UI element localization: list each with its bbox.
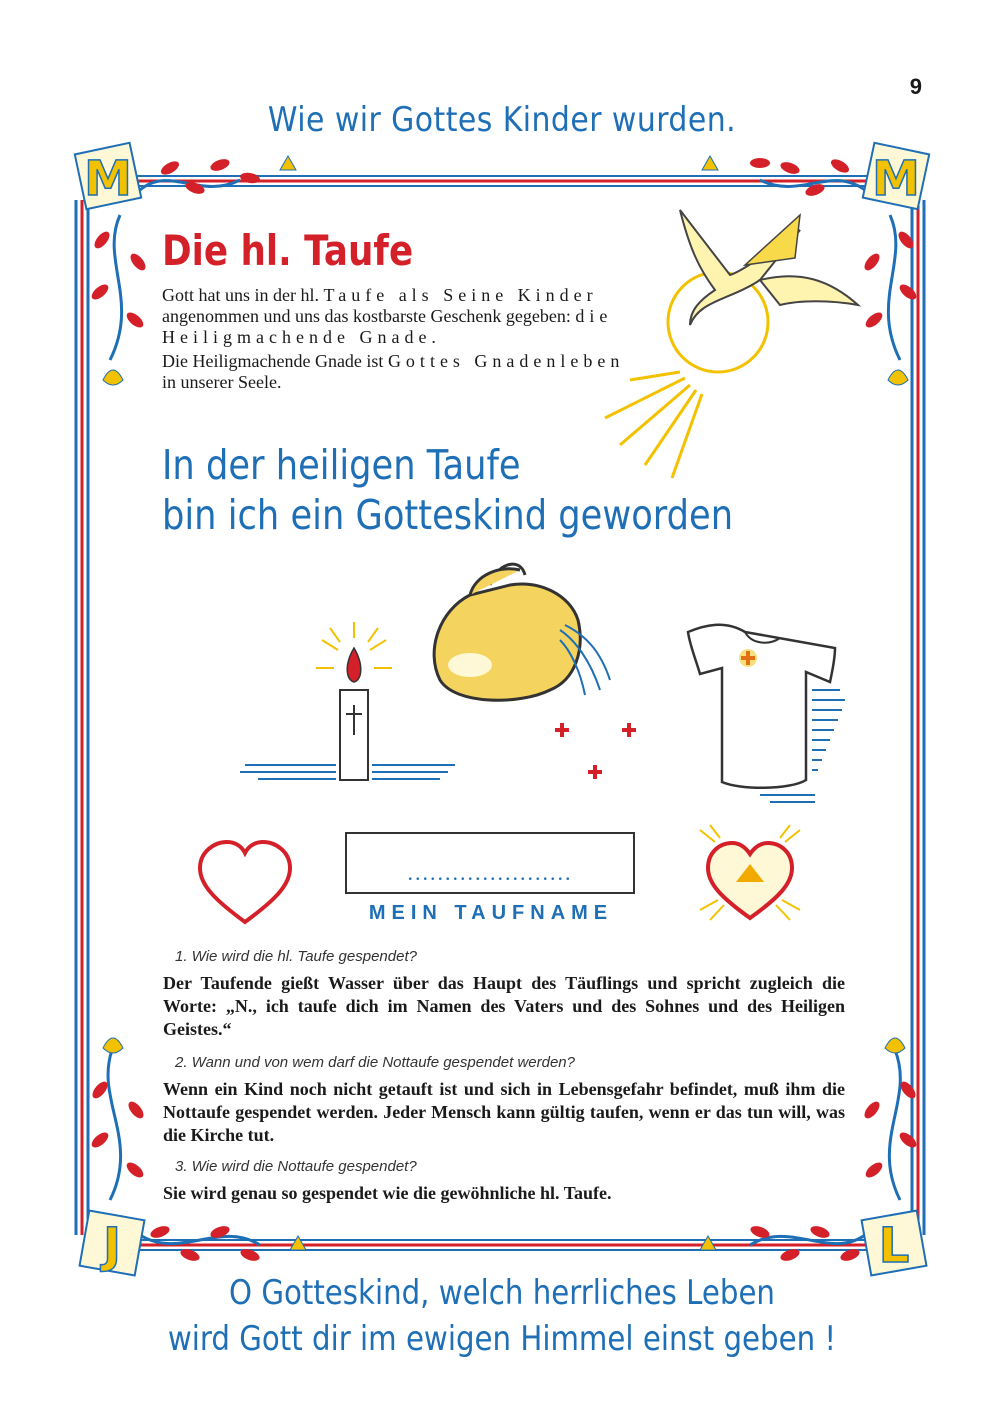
question-3: 3. Wie wird die Nottaufe gespendet?	[175, 1158, 417, 1175]
right-top-vine	[862, 215, 919, 385]
answer-1: Der Taufende gießt Wasser über das Haupt des Täuflings und spricht zugleich die Worte: „N., ich taufe dich im Namen des Vaters und des Sohnes und des Heiligen Geistes.“	[163, 973, 845, 1039]
taufname-dotted-line: ......................	[407, 860, 573, 885]
corner-letter-top-left	[75, 143, 141, 209]
svg-text:J: J	[103, 1218, 121, 1274]
left-top-vine	[89, 215, 148, 385]
question-2: 2. Wann und von wem darf die Nottaufe gespendet werden?	[175, 1054, 575, 1071]
headline-line-1: In der heiligen Taufe	[162, 441, 521, 489]
svg-text:M: M	[872, 151, 920, 207]
corner-letter-top-right	[863, 143, 929, 209]
intro-p1-b: Taufe als Seine Kinder	[323, 285, 598, 305]
taufname-label: MEIN TAUFNAME	[368, 902, 614, 924]
dove-icon	[668, 210, 858, 372]
answer-2: Wenn ein Kind noch nicht getauft ist und sich in Lebensgefahr befindet, muß ihm die Nottaufe gespendet werden. Jeder Mensch kann gültig taufen, wenn er das tun will, was die Kirche tut.	[163, 1079, 845, 1145]
heart-outline-icon	[200, 842, 290, 922]
top-right-vine	[702, 156, 865, 198]
footer-verse	[70, 1270, 933, 1362]
candle-icon	[240, 622, 455, 780]
page-header-title: Wie wir Gottes Kinder wurden.	[267, 100, 737, 140]
right-border-lines	[912, 200, 924, 1235]
section-title: Die hl. Taufe	[162, 226, 414, 275]
intro-paragraph-2	[162, 351, 632, 393]
corner-letter-bottom-right	[862, 1211, 927, 1276]
left-border-lines	[76, 200, 88, 1235]
left-bottom-vine	[89, 1038, 146, 1200]
intro-p2-b: Gottes Gnadenleben	[387, 351, 625, 371]
headline	[162, 440, 733, 540]
intro-p2-a: Die Heiligmachende Gnade ist	[162, 351, 388, 371]
taufname-field[interactable]	[345, 832, 635, 894]
corner-letter-bottom-left	[80, 1211, 145, 1276]
svg-text:L: L	[878, 1218, 910, 1274]
answer-3: Sie wird genau so gespendet wie die gewöhnliche hl. Taufe.	[163, 1183, 612, 1203]
baptismal-gown-icon	[688, 625, 845, 802]
intro-p1-a: Gott hat uns in der hl.	[162, 285, 324, 305]
intro-p2-c: in unserer Seele.	[162, 372, 282, 392]
intro-paragraph-1	[162, 285, 632, 348]
question-1: 1. Wie wird die hl. Taufe gespendet?	[175, 948, 417, 965]
headline-line-2: bin ich ein Gotteskind geworden	[162, 491, 734, 539]
intro-p1-d: die Heiligmachende Gnade.	[162, 306, 613, 347]
page-number: 9	[909, 74, 922, 99]
radiant-heart-icon	[700, 825, 800, 920]
intro-p1-c: angenommen und uns das kostbarste Geschenk gegeben:	[162, 306, 576, 326]
svg-text:M: M	[84, 151, 132, 207]
water-jug-icon	[434, 564, 636, 779]
footer-line-1: O Gotteskind, welch herrliches Leben	[229, 1273, 775, 1313]
intro-text	[162, 285, 632, 396]
footer-line-2: wird Gott dir im ewigen Himmel einst geben !	[167, 1319, 837, 1359]
right-bottom-vine	[862, 1038, 919, 1200]
